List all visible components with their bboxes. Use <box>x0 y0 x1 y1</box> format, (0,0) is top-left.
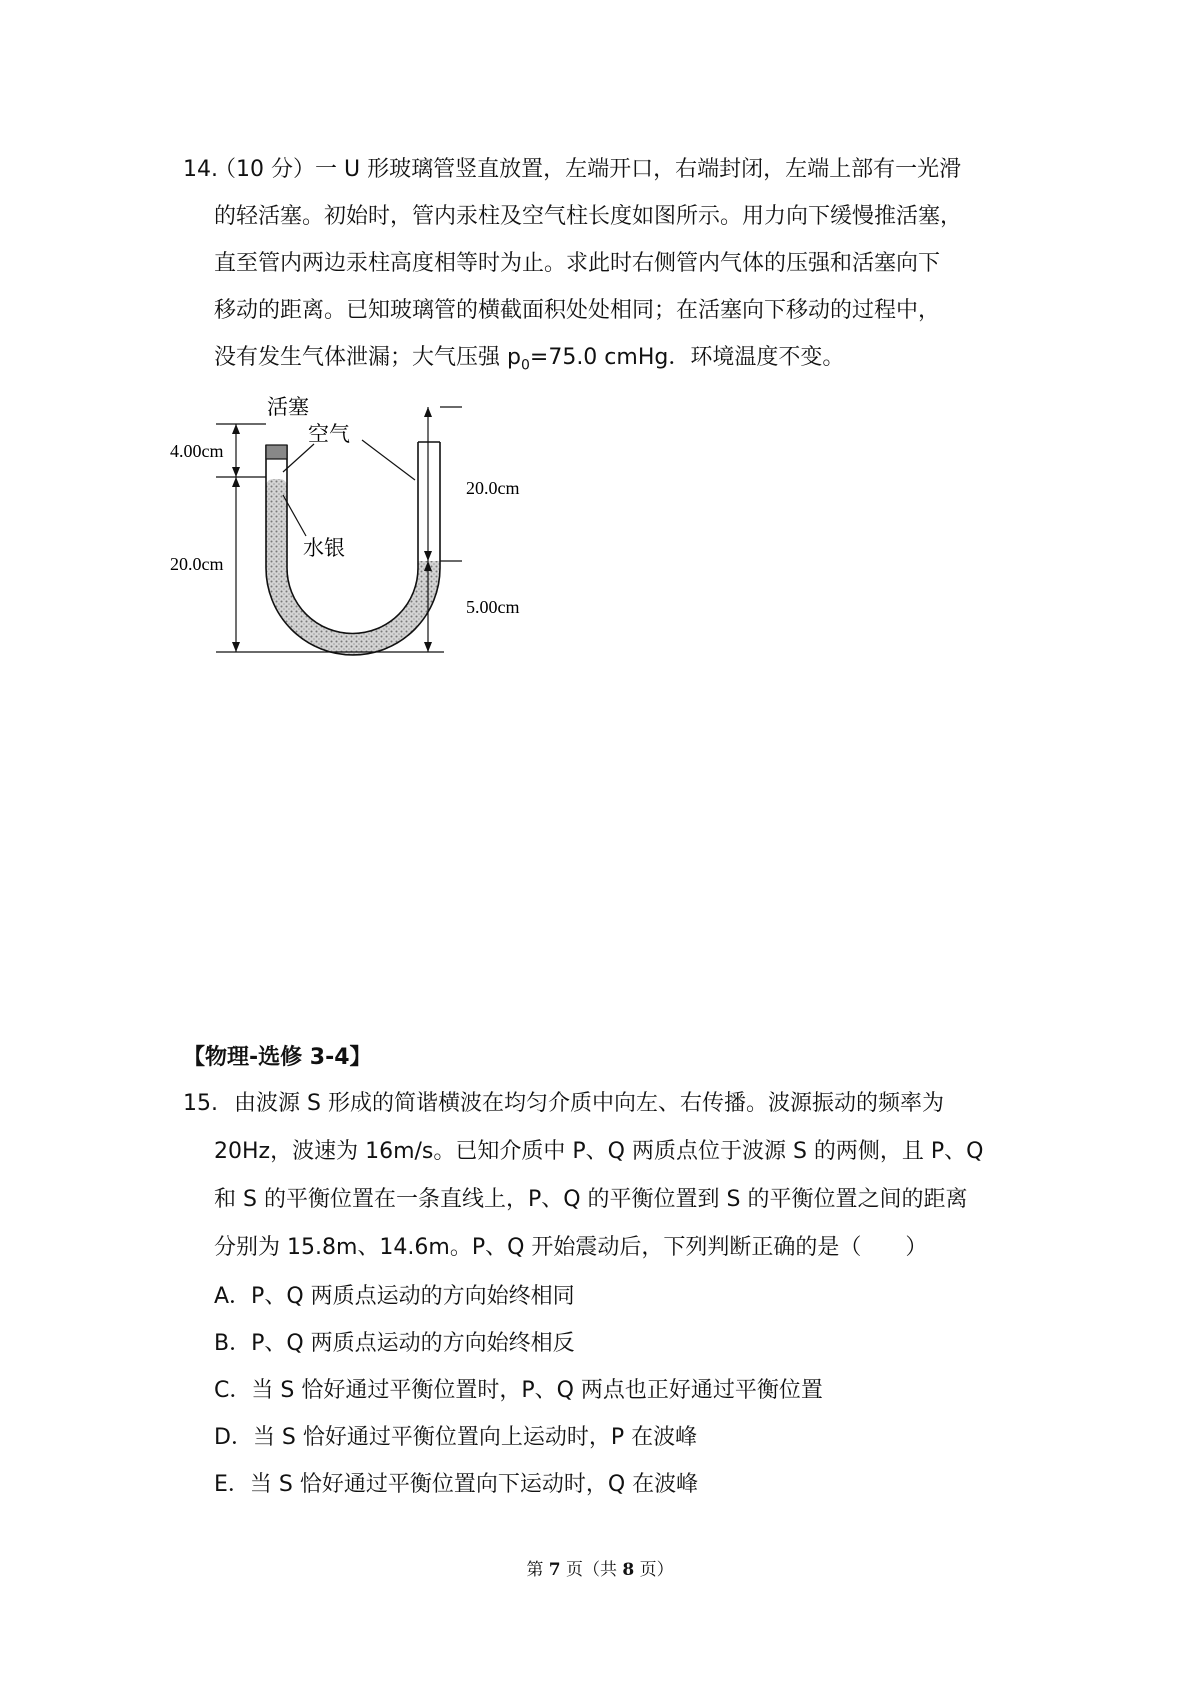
option-a: A．P、Q 两质点运动的方向始终相同 <box>214 1284 575 1309</box>
dim-left-bottom: 20.0cm <box>170 554 224 574</box>
dim-right-top: 20.0cm <box>466 478 520 498</box>
option-d: D．当 S 恰好通过平衡位置向上运动时，P 在波峰 <box>214 1425 698 1450</box>
option-c: C．当 S 恰好通过平衡位置时，P、Q 两点也正好通过平衡位置 <box>214 1378 823 1403</box>
page-footer: 第 7 页（共 8 页） <box>526 1560 674 1580</box>
question-text-line: （10 分）一 U 形玻璃管竖直放置，左端开口，右端封闭，左端上部有一光滑 <box>214 157 962 182</box>
dim-left-top: 4.00cm <box>170 441 224 461</box>
page-number: 7 <box>548 1560 561 1580</box>
page-total: 8 <box>622 1560 635 1580</box>
question-text-line: 20Hz，波速为 16m/s。已知介质中 P、Q 两质点位于波源 S 的两侧，且 P、Q <box>214 1139 984 1164</box>
u-tube-figure <box>170 390 530 700</box>
option-b: B．P、Q 两质点运动的方向始终相反 <box>214 1331 575 1356</box>
question-text-line: 分别为 15.8m、14.6m。P、Q 开始震动后，下列判断正确的是（ ） <box>214 1235 928 1260</box>
mercury-column <box>266 479 440 655</box>
section-title: 【物理-选修 3-4】 <box>183 1045 372 1070</box>
dim-right-bottom: 5.00cm <box>466 597 520 617</box>
label-piston: 活塞 <box>267 395 309 419</box>
question-text-line: 由波源 S 形成的简谐横波在均匀介质中向左、右传播。波源振动的频率为 <box>234 1091 944 1116</box>
option-e: E．当 S 恰好通过平衡位置向下运动时，Q 在波峰 <box>214 1472 699 1497</box>
label-mercury: 水银 <box>303 536 345 560</box>
question-number: 15. <box>183 1091 218 1116</box>
question-text-line: 和 S 的平衡位置在一条直线上，P、Q 的平衡位置到 S 的平衡位置之间的距离 <box>214 1187 968 1212</box>
question-number: 14. <box>183 157 218 182</box>
piston <box>266 445 287 459</box>
question-text-line: 直至管内两边汞柱高度相等时为止。求此时右侧管内气体的压强和活塞向下 <box>214 251 941 276</box>
question-text-line: 移动的距离。已知玻璃管的横截面积处处相同；在活塞向下移动的过程中， <box>214 298 941 323</box>
question-text-line: 的轻活塞。初始时，管内汞柱及空气柱长度如图所示。用力向下缓慢推活塞， <box>214 204 963 229</box>
question-text-line: 没有发生气体泄漏；大气压强 $p_0=75.0$ cmHg．环境温度不变。 <box>214 345 845 374</box>
label-air: 空气 <box>308 422 350 446</box>
